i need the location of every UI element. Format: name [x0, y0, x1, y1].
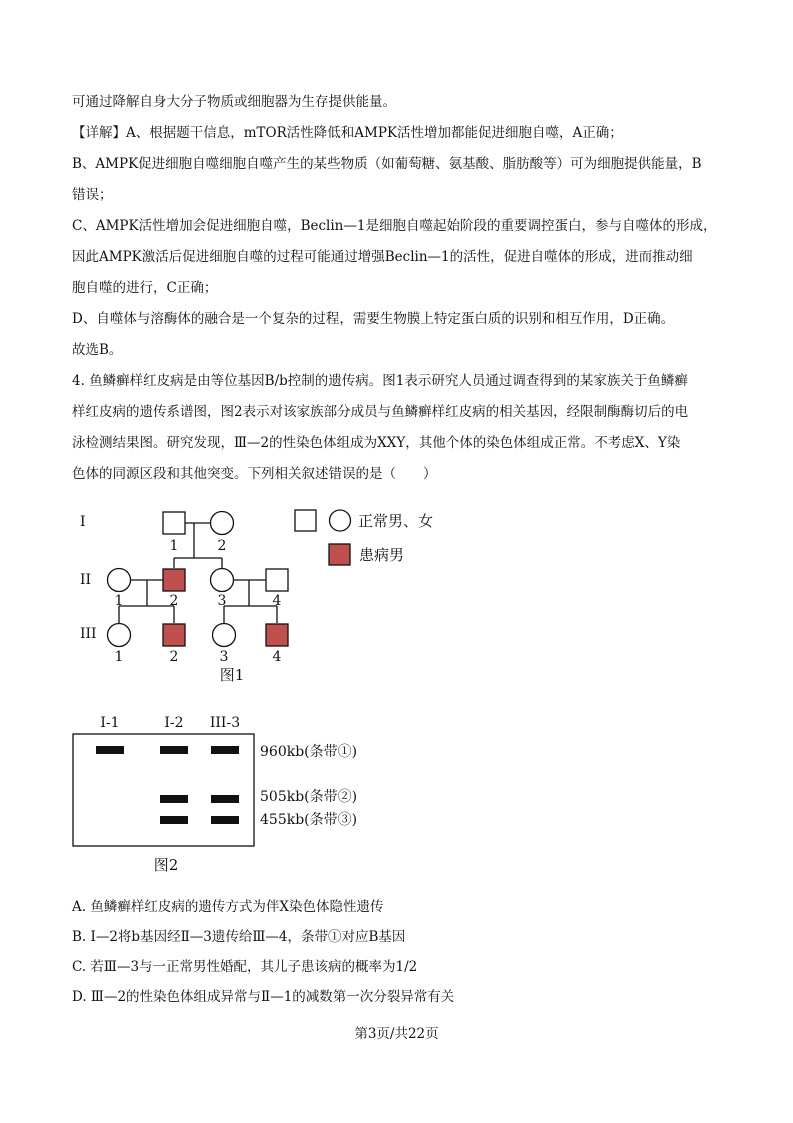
answer-options: [72, 892, 732, 1012]
option-b: B. Ⅰ—2将b基因经Ⅱ—3遗传给Ⅲ—4，条带①对应B基因: [72, 929, 406, 945]
body-line: B、AMPK促进细胞自噬细胞自噬产生的某些物质（如葡萄糖、氨基酸、脂肪酸等）可为细胞提供能量，B: [72, 156, 702, 172]
question-stem-line: 泳检测结果图。研究发现，Ⅲ—2的性染色体组成为XXY，其他个体的染色体组成正常。不考虑X、Y染: [72, 435, 681, 451]
gel-band: [160, 795, 188, 803]
gen2-affected-male-2: [163, 569, 185, 591]
page-footer: 第3页/共22页: [354, 1026, 439, 1042]
individual-number: 1: [169, 538, 179, 554]
individual-number: 1: [114, 649, 124, 665]
lane-label: III-3: [209, 715, 241, 731]
gel-band: [160, 746, 188, 754]
body-line: 可通过降解自身大分子物质或细胞器为生存提供能量。: [72, 94, 396, 110]
body-line: C、AMPK活性增加会促进细胞自噬，Beclin—1是细胞自噬起始阶段的重要调控蛋白，参与自噬体的形成，: [72, 218, 717, 234]
legend-male-symbol: [295, 510, 316, 531]
body-line: 错误；: [72, 187, 113, 203]
question-stem-line: 色体的同源区段和其他突变。下列相关叙述错误的是（ ）: [72, 466, 437, 482]
body-line: D、自噬体与溶酶体的融合是一个复杂的过程，需要生物膜上特定蛋白质的识别和相互作用，D正确。: [72, 311, 675, 327]
option-a: A. 鱼鳞癣样红皮病的遗传方式为伴X染色体隐性遗传: [72, 899, 384, 915]
option-c: C. 若Ⅲ—3与一正常男性婚配，其儿子患该病的概率为1/2: [72, 959, 418, 975]
gen1-male-1: [163, 512, 185, 534]
gel-band: [160, 816, 188, 824]
gel-band: [211, 746, 239, 754]
legend-normal-label: 正常男、女: [358, 512, 434, 530]
individual-number: 2: [169, 593, 179, 609]
generation-label: II: [80, 572, 92, 588]
gen3-female-3: [213, 624, 236, 647]
lane-label: I-1: [100, 715, 120, 731]
generation-label: III: [80, 626, 97, 642]
legend-affected-symbol: [329, 544, 350, 565]
body-line: 故选B。: [72, 342, 123, 358]
question-stem-line: 4. 鱼鳞癣样红皮病是由等位基因B/b控制的遗传病。图1表示研究人员通过调查得到的某家族关于鱼鳞癣: [72, 373, 688, 389]
gen3-affected-male-2: [163, 624, 185, 646]
body-line: 因此AMPK激活后促进细胞自噬的过程可能通过增强Beclin—1的活性，促进自噬体的形成，进而推动细: [72, 249, 693, 265]
body-line: 胞自噬的进行，C正确；: [72, 280, 218, 296]
figure1-caption: 图1: [219, 666, 245, 684]
pedigree-figure: [70, 495, 490, 690]
gen1-female-2: [211, 512, 234, 535]
gen2-female-1: [108, 569, 131, 592]
body-text: [72, 87, 732, 490]
gen2-male-4: [266, 569, 288, 591]
gen2-female-3: [211, 569, 234, 592]
gel-band: [211, 816, 239, 824]
individual-number: 4: [272, 649, 282, 665]
gen3-female-1: [108, 624, 131, 647]
body-line: 【详解】A、根据题干信息，mTOR活性降低和AMPK活性增加都能促进细胞自噬，A正确；: [72, 125, 623, 141]
individual-number: 2: [217, 538, 227, 554]
individual-number: 2: [169, 649, 179, 665]
gel-band: [96, 746, 124, 754]
band-label: 505kb(条带②): [260, 789, 358, 805]
generation-label: I: [80, 514, 86, 530]
individual-number: 1: [114, 593, 124, 609]
individual-number: 4: [272, 593, 282, 609]
question-stem-line: 样红皮病的遗传系谱图，图2表示对该家族部分成员与鱼鳞癣样红皮病的相关基因，经限制酶酶切后的电: [72, 404, 689, 420]
individual-number: 3: [219, 649, 229, 665]
band-label: 960kb(条带①): [260, 744, 358, 760]
legend-female-symbol: [330, 510, 351, 531]
electrophoresis-figure: [68, 708, 388, 880]
band-label: 455kb(条带③): [260, 812, 358, 828]
figure2-caption: 图2: [153, 856, 179, 874]
legend-affected-label: 患病男: [359, 546, 405, 564]
gel-band: [211, 795, 239, 803]
lane-label: I-2: [164, 715, 184, 731]
individual-number: 3: [217, 593, 227, 609]
gen3-affected-male-4: [266, 624, 288, 646]
option-d: D. Ⅲ—2的性染色体组成异常与Ⅱ—1的减数第一次分裂异常有关: [72, 989, 455, 1005]
